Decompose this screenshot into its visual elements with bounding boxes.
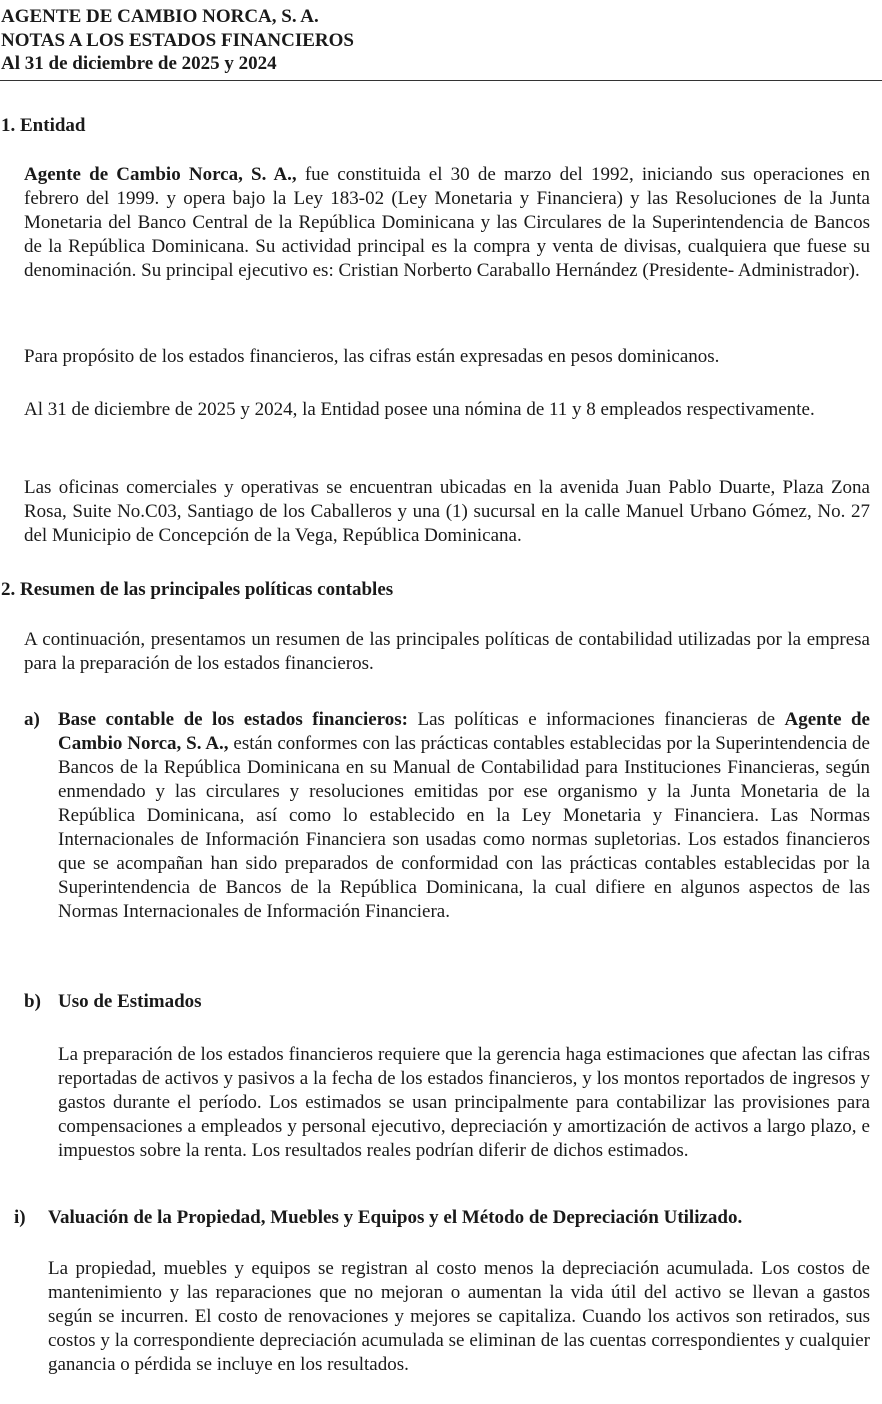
section-1-paragraph-4: Las oficinas comerciales y operativas se encuentran ubicadas en la avenida Juan Pablo Duarte, Plaza Zona Rosa, Suite No.C03, Santiago de los Caballeros y una (1) sucursal en la calle Manuel Urbano Gómez, No. 27 del Municipio de Concepción de la Vega, República Dominicana. (24, 477, 870, 546)
item-i-paragraph: La propiedad, muebles y equipos se registran al costo menos la depreciación acumulada. Los costos de mantenimiento y las reparaciones que no mejoran o aumentan la vida útil del activo se llevan a gastos según se incurren. El costo de renovaciones y mejores se capitaliza. Cuando los activos son retirados, sus costos y la correspondiente depreciación acumulada se eliminan de las cuentas correspondientes y cualquier ganancia o pérdida se incluye en los resultados. (48, 1258, 870, 1375)
item-a-marker: a) (24, 709, 40, 730)
section-2-heading: 2. Resumen de las principales políticas contables (1, 579, 394, 600)
company-bold: Agente de Cambio Norca, S. A., (24, 164, 297, 185)
section-1-heading: 1. Entidad (1, 115, 86, 136)
item-b-marker: b) (24, 991, 41, 1012)
header-divider (0, 80, 882, 81)
report-date: Al 31 de diciembre de 2025 y 2024 (1, 53, 277, 74)
item-b-paragraph: La preparación de los estados financieros requiere que la gerencia haga estimaciones que afectan las cifras reportadas de activos y pasivos a la fecha de los estados financieros, y los montos reportados de ingresos y gastos durante el período. Los estimados se usan principalmente para contabilizar las provisiones para compensaciones a empleados y personal ejecutivo, depreciación y amortización de activos a largo plazo, e impuestos sobre la renta. Los resultados reales podrían diferir de dichos estimados. (58, 1044, 870, 1161)
document-header (0, 5, 882, 76)
section-2-intro: A continuación, presentamos un resumen de las principales políticas de contabilidad utilizadas por la empresa para la preparación de los estados financieros. (24, 629, 870, 674)
section-1-paragraph-2: Para propósito de los estados financieros, las cifras están expresadas en pesos dominicanos. (24, 346, 720, 367)
item-b-title: Uso de Estimados (58, 991, 202, 1012)
company-name: AGENTE DE CAMBIO NORCA, S. A. (1, 6, 319, 27)
item-i-marker: i) (14, 1207, 26, 1228)
item-a-paragraph (58, 708, 870, 924)
item-i-title: Valuación de la Propiedad, Muebles y Equipos y el Método de Depreciación Utilizado. (48, 1207, 743, 1228)
company-bold: Agente de Cambio Norca, S. A., (58, 709, 870, 754)
section-1-paragraph-3: Al 31 de diciembre de 2025 y 2024, la Entidad posee una nómina de 11 y 8 empleados respectivamente. (24, 399, 815, 420)
item-a-title: Base contable de los estados financieros: (58, 709, 408, 730)
document-title: NOTAS A LOS ESTADOS FINANCIEROS (1, 29, 355, 51)
paragraph-text: Las políticas e informaciones financieras de (407, 709, 785, 730)
section-1-paragraph-1 (24, 163, 870, 283)
paragraph-text: están conformes con las prácticas contables establecidas por la Superintendencia de Bancos de la República Dominicana en su Manual de Contabilidad para Instituciones Financieras, según enmendado y las circulares y resoluciones emitidas por ese organismo y la Junta Monetaria de la República Dominicana, así como lo establecido en la Ley Monetaria y Financiera. Las Normas Internacionales de Información Financiera son usadas como normas supletorias. Los estados financieros que se acompañan han sido preparados de conformidad con las prácticas contables establecidas por la Superintendencia de Bancos de la República Dominicana, la cual difiere en algunos aspectos de las Normas Internacionales de Información Financiera. (58, 733, 870, 922)
paragraph-text: fue constituida el 30 de marzo del 1992, iniciando sus operaciones en febrero del 1999. y opera bajo la Ley 183-02 (Ley Monetaria y Financiera) y las Resoluciones de la Junta Monetaria del Banco Central de la República Dominicana y las Circulares de la Superintendencia de Bancos de la República Dominicana. Su actividad principal es la compra y venta de divisas, cualquiera que fuese su denominación. Su principal ejecutivo es: Cristian Norberto Caraballo Hernández (Presidente- Administrador). (24, 164, 871, 281)
